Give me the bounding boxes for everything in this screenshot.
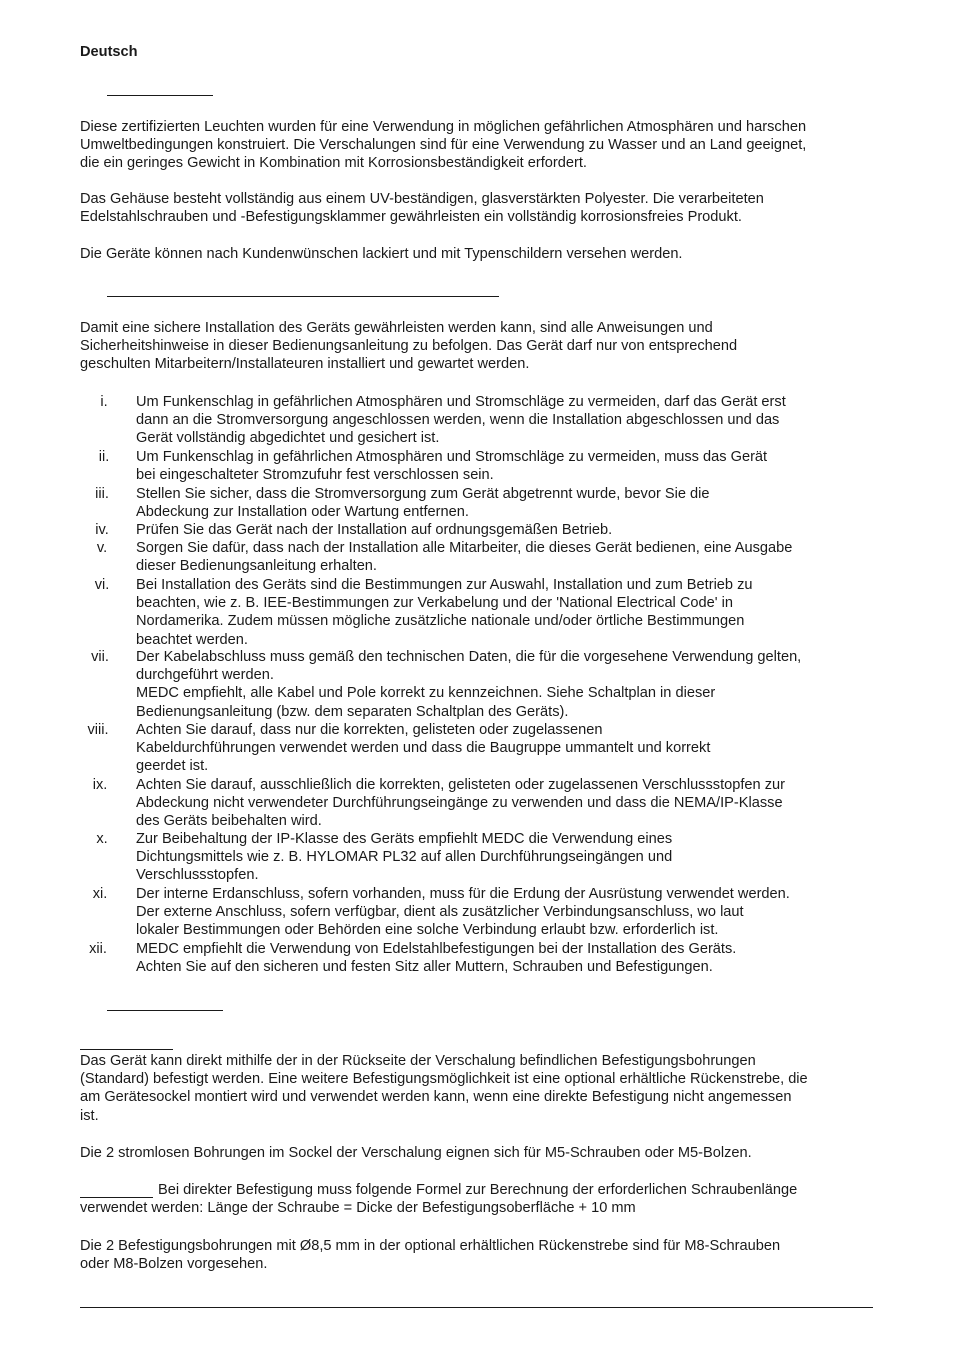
text-line: Kabeldurchführungen verwendet werden und dass die Baugruppe ummantelt und korrekt — [136, 740, 711, 757]
item-number: xii. — [89, 941, 107, 957]
item-text — [136, 485, 876, 521]
item-number: iv. — [95, 522, 109, 538]
item-text — [136, 576, 876, 649]
holes-paragraph — [80, 1144, 885, 1162]
text-line: Damit eine sichere Installation des Geräts gewährleisten werden kann, sind alle Anweisungen und — [80, 320, 713, 336]
text-line: Achten Sie darauf, dass nur die korrekten, gelisteten oder zugelassenen — [136, 722, 603, 738]
footer-rule — [80, 1307, 873, 1308]
text-line: Diese zertifizierten Leuchten wurden für eine Verwendung in möglichen gefährlichen Atmosphären und harschen — [80, 119, 807, 135]
item-text — [136, 648, 876, 721]
item-text — [136, 776, 876, 831]
text-line: Abdeckung nicht verwendeter Durchführungseingänge zu verwenden und dass die NEMA/IP-Klasse — [136, 795, 783, 812]
text-line: dann an die Stromversorgung angeschlossen werden, wenn die Installation abgeschlossen und das — [136, 412, 780, 429]
text-line: Die 2 Befestigungsbohrungen mit Ø8,5 mm in der optional erhältlichen Rückenstrebe sind für M8-Schrauben — [80, 1238, 781, 1254]
mounting-paragraph — [80, 1052, 885, 1125]
item-number: ix. — [92, 777, 108, 793]
text-line: Sicherheitshinweise in dieser Bedienungsanleitung zu befolgen. Das Gerät darf nur von entsprechend — [80, 338, 738, 355]
bracket-paragraph — [80, 1237, 885, 1273]
text-line: bei eingeschalteter Stromzufuhr fest verschlossen sein. — [136, 467, 494, 484]
text-line: Prüfen Sie das Gerät nach der Installation auf ordnungsgemäßen Betrieb. — [136, 522, 613, 538]
text-line: die ein geringes Gewicht in Kombination mit Korrosionsbeständigkeit erfordert. — [80, 155, 587, 172]
text-line: Bei direkter Befestigung muss folgende Formel zur Berechnung der erforderlichen Schraubenlänge — [158, 1182, 798, 1198]
text-line: geschulten Mitarbeitern/Installateuren installiert und gewartet werden. — [80, 356, 530, 373]
housing-paragraph — [80, 190, 885, 226]
text-line: Achten Sie darauf, ausschließlich die korrekten, gelisteten oder zugelassenen Verschlussstopfen zur — [136, 777, 785, 793]
safety-intro-paragraph — [80, 319, 885, 374]
intro-paragraph — [80, 118, 885, 173]
text-line: Zur Beibehaltung der IP-Klasse des Geräts empfiehlt MEDC die Verwendung eines — [136, 831, 673, 847]
text-line: Umweltbedingungen konstruiert. Die Verschalungen sind für eine Verwendung zu Wasser und an Land geeignet, — [80, 137, 807, 154]
text-line: (Standard) befestigt werden. Eine weitere Befestigungsmöglichkeit ist eine optional erhältliche Rückenstrebe, die — [80, 1071, 808, 1088]
text-line: dieser Bedienungsanleitung erhalten. — [136, 558, 377, 575]
text-line: Der interne Erdanschluss, sofern vorhanden, muss für die Erdung der Ausrüstung verwendet werden. — [136, 886, 790, 902]
text-line: Nordamerika. Zudem müssen mögliche zusätzliche nationale und/oder örtliche Bestimmungen — [136, 613, 745, 630]
text-line: geerdet ist. — [136, 758, 209, 775]
text-line: ist. — [80, 1107, 99, 1124]
item-text — [136, 885, 876, 940]
text-line: durchgeführt werden. — [136, 667, 274, 684]
text-line: Sorgen Sie dafür, dass nach der Installation alle Mitarbeiter, die dieses Gerät bedienen, eine Ausgabe — [136, 540, 793, 556]
text-line: Das Gehäuse besteht vollständig aus einem UV-beständigen, glasverstärkten Polyester. Die verarbeiteten — [80, 191, 764, 207]
text-line: am Gerätesockel montiert wird und verwendet werden kann, wenn eine direkte Befestigung nicht angemessen — [80, 1089, 792, 1106]
text-line: Bedienungsanleitung (bzw. dem separaten Schaltplan des Geräts). — [136, 703, 569, 720]
text-line: Gerät vollständig abgedichtet und gesichert ist. — [136, 430, 440, 447]
text-line: verwendet werden: Länge der Schraube = Dicke der Befestigungsoberfläche + 10 mm — [80, 1200, 636, 1217]
item-number: x. — [96, 831, 108, 847]
text-line: Der Kabelabschluss muss gemäß den technischen Daten, die für die vorgesehene Verwendung gelten, — [136, 649, 802, 665]
item-text — [136, 830, 876, 885]
text-line: Um Funkenschlag in gefährlichen Atmosphären und Stromschläge zu vermeiden, muss das Gerät — [136, 449, 768, 465]
text-line: oder M8-Bolzen vorgesehen. — [80, 1256, 268, 1273]
text-line: Achten Sie auf den sicheren und festen Sitz aller Muttern, Schrauben und Befestigungen. — [136, 959, 713, 976]
item-text — [136, 940, 876, 976]
item-number: viii. — [87, 722, 109, 738]
section-heading-rule — [107, 1010, 223, 1011]
subsection-heading-rule — [80, 1049, 173, 1050]
text-line: MEDC empfiehlt, alle Kabel und Pole korrekt zu kennzeichnen. Siehe Schaltplan in dieser — [136, 685, 716, 702]
text-line: des Geräts beibehalten wird. — [136, 813, 322, 830]
item-text — [136, 539, 876, 575]
text-line: Bei Installation des Geräts sind die Bestimmungen zur Auswahl, Installation und zum Betrieb zu — [136, 577, 753, 593]
text-line: Die 2 stromlosen Bohrungen im Sockel der Verschalung eignen sich für M5-Schrauben oder M5-Bolzen. — [80, 1145, 752, 1161]
text-line: lokaler Bestimmungen oder Behörden eine solche Verbindung erlaubt bzw. erforderlich ist. — [136, 922, 719, 939]
item-number: i. — [100, 394, 108, 410]
section-heading-rule — [107, 296, 499, 297]
section-heading-rule — [107, 95, 213, 96]
text-line: beachten, wie z. B. IEE-Bestimmungen zur Verkabelung und der 'National Electrical Code' in — [136, 595, 733, 612]
text-line: Um Funkenschlag in gefährlichen Atmosphären und Stromschläge zu vermeiden, darf das Gerät erst — [136, 394, 786, 410]
note-paragraph — [80, 1181, 885, 1217]
item-number: xi. — [92, 886, 108, 902]
text-line: Der externe Anschluss, sofern verfügbar, dient als zusätzlicher Verbindungsanschluss, wo laut — [136, 904, 744, 921]
item-number: v. — [96, 540, 108, 556]
text-line: Dichtungsmittels wie z. B. HYLOMAR PL32 auf allen Durchführungseingängen und — [136, 849, 673, 866]
text-line: MEDC empfiehlt die Verwendung von Edelstahlbefestigungen bei der Installation des Geräts. — [136, 941, 737, 957]
language-heading: Deutsch — [80, 44, 138, 60]
item-text — [136, 721, 876, 776]
text-line: Stellen Sie sicher, dass die Stromversorgung zum Gerät abgetrennt wurde, bevor Sie die — [136, 486, 710, 502]
item-text — [136, 393, 876, 448]
text-line: Abdeckung zur Installation oder Wartung entfernen. — [136, 504, 469, 521]
text-line: Edelstahlschrauben und -Befestigungsklammer gewährleisten ein vollständig korrosionsfreies Produkt. — [80, 209, 742, 226]
text-line: Das Gerät kann direkt mithilfe der in der Rückseite der Verschalung befindlichen Befestigungsbohrungen — [80, 1053, 756, 1069]
item-text — [136, 448, 876, 484]
text-line: Verschlussstopfen. — [136, 867, 259, 884]
text-line: beachtet werden. — [136, 631, 248, 648]
item-text — [136, 521, 876, 539]
text-line: Die Geräte können nach Kundenwünschen lackiert und mit Typenschildern versehen werden. — [80, 246, 683, 262]
custom-paragraph — [80, 245, 885, 263]
item-number: vi. — [94, 577, 110, 593]
item-number: iii. — [95, 486, 109, 502]
item-number: ii. — [98, 449, 110, 465]
item-number: vii. — [91, 649, 109, 665]
